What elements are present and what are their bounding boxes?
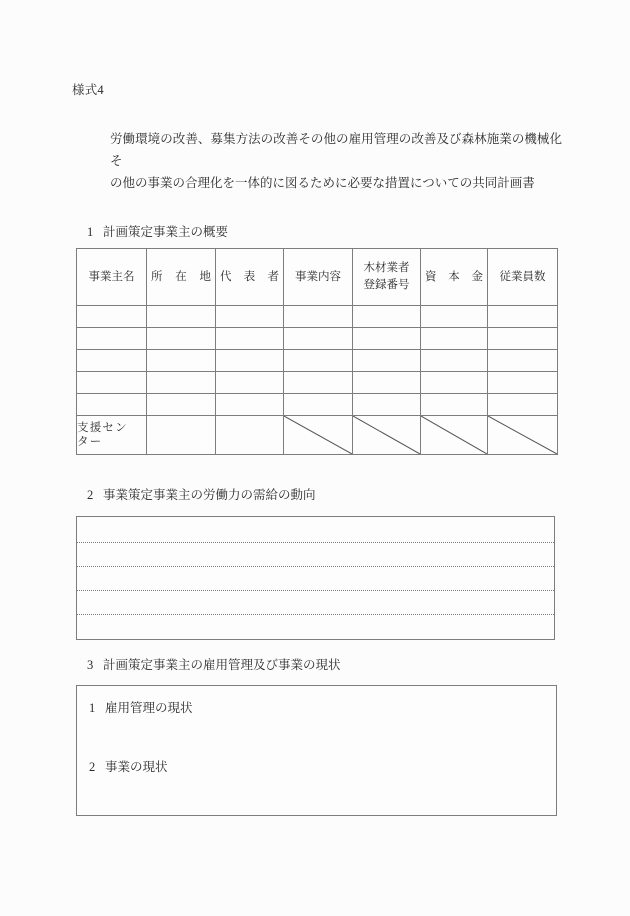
section-3-item-1-number: 1 <box>89 701 96 715</box>
cell-capital[interactable] <box>421 328 488 350</box>
section-2-heading <box>87 485 316 503</box>
column-header-employee-count <box>488 249 558 306</box>
cell-lumber-registration-number[interactable] <box>353 372 421 394</box>
column-header-representative-label: 代表者 <box>220 270 279 283</box>
cell-location[interactable] <box>147 372 216 394</box>
table-row[interactable] <box>77 350 558 372</box>
cell-business-content[interactable] <box>284 328 353 350</box>
cell-employee-count[interactable] <box>488 372 558 394</box>
section-2-number: 2 <box>87 488 94 502</box>
section-3-item-2-number: 2 <box>89 760 96 774</box>
cell-business-content[interactable] <box>284 372 353 394</box>
document-title-line-2: の他の事業の合理化を一体的に図るために必要な措置についての共同計画書 <box>110 176 535 190</box>
cell-employer-name[interactable] <box>77 306 147 328</box>
column-header-business-content-label: 事業内容 <box>295 270 341 283</box>
cell-lumber-registration-number[interactable] <box>353 350 421 372</box>
table-row[interactable] <box>77 394 558 416</box>
current-status-input-box[interactable] <box>76 685 557 816</box>
cell-business-content[interactable] <box>284 306 353 328</box>
cell-business-content[interactable] <box>284 394 353 416</box>
cell-location[interactable] <box>147 306 216 328</box>
section-3-number: 3 <box>87 658 94 672</box>
table-row[interactable] <box>77 328 558 350</box>
table-header-row <box>77 249 558 306</box>
diagonal-strike-icon <box>488 416 557 454</box>
section-2-title: 事業策定事業主の労働力の需給の動向 <box>103 488 316 502</box>
cell-support-center-location[interactable] <box>147 416 216 455</box>
cell-lumber-registration-number[interactable] <box>353 394 421 416</box>
employer-overview-table <box>76 248 558 455</box>
section-3-item-1 <box>89 698 193 716</box>
cell-employer-name[interactable] <box>77 394 147 416</box>
column-header-capital-label: 資本金 <box>425 270 483 283</box>
dotted-rule <box>77 542 554 543</box>
cell-capital[interactable] <box>421 350 488 372</box>
section-3-heading <box>87 655 341 673</box>
form-number: 様式4 <box>72 83 104 97</box>
cell-support-center-business-content-struck <box>284 416 353 455</box>
cell-location[interactable] <box>147 328 216 350</box>
dotted-rule <box>77 614 554 615</box>
cell-business-content[interactable] <box>284 350 353 372</box>
cell-support-center-label <box>77 416 147 455</box>
section-1-number: 1 <box>87 225 94 239</box>
cell-employee-count[interactable] <box>488 306 558 328</box>
cell-representative[interactable] <box>216 350 284 372</box>
cell-lumber-registration-number[interactable] <box>353 306 421 328</box>
cell-support-center-lumber-registration-struck <box>353 416 421 455</box>
section-1-title: 計画策定事業主の概要 <box>103 225 229 239</box>
cell-representative[interactable] <box>216 394 284 416</box>
diagonal-strike-icon <box>421 416 487 454</box>
cell-representative[interactable] <box>216 328 284 350</box>
cell-location[interactable] <box>147 394 216 416</box>
dotted-rule <box>77 566 554 567</box>
column-header-location <box>147 249 216 306</box>
column-header-employer-name <box>77 249 147 306</box>
section-3-item-1-label: 雇用管理の現状 <box>105 701 193 715</box>
section-3-title: 計画策定事業主の雇用管理及び事業の現状 <box>103 658 341 672</box>
document-title <box>110 128 562 194</box>
employer-overview-table-wrapper <box>76 248 557 455</box>
cell-representative[interactable] <box>216 372 284 394</box>
section-1-heading <box>87 222 228 240</box>
support-center-label-line-2: ター <box>77 436 103 448</box>
column-header-lumber-registration-number-line-1: 木材業者 <box>363 262 410 274</box>
column-header-employer-name-label: 事業主名 <box>88 270 135 283</box>
cell-capital[interactable] <box>421 372 488 394</box>
column-header-representative <box>216 249 284 306</box>
cell-employer-name[interactable] <box>77 372 147 394</box>
cell-capital[interactable] <box>421 306 488 328</box>
table-row[interactable] <box>77 372 558 394</box>
support-center-label-line-1: 支援セン <box>77 422 128 434</box>
section-3-item-2-label: 事業の現状 <box>105 760 168 774</box>
cell-support-center-employee-count-struck <box>488 416 558 455</box>
table-row-support-center[interactable] <box>77 416 558 455</box>
column-header-employee-count-label: 従業員数 <box>499 270 546 283</box>
dotted-rule <box>77 590 554 591</box>
table-row[interactable] <box>77 306 558 328</box>
column-header-location-label: 所在地 <box>151 270 211 283</box>
column-header-lumber-registration-number-line-2: 登録番号 <box>363 279 410 291</box>
column-header-capital <box>421 249 488 306</box>
diagonal-strike-icon <box>353 416 420 454</box>
cell-capital[interactable] <box>421 394 488 416</box>
cell-location[interactable] <box>147 350 216 372</box>
cell-support-center-representative[interactable] <box>216 416 284 455</box>
document-title-line-1: 労働環境の改善、募集方法の改善その他の雇用管理の改善及び森林施業の機械化そ <box>110 132 562 168</box>
cell-employee-count[interactable] <box>488 328 558 350</box>
cell-employer-name[interactable] <box>77 350 147 372</box>
diagonal-strike-icon <box>284 416 352 454</box>
cell-employer-name[interactable] <box>77 328 147 350</box>
column-header-business-content <box>284 249 353 306</box>
cell-lumber-registration-number[interactable] <box>353 328 421 350</box>
cell-representative[interactable] <box>216 306 284 328</box>
cell-employee-count[interactable] <box>488 350 558 372</box>
section-3-item-2 <box>89 757 168 775</box>
labor-supply-demand-input-box[interactable] <box>76 516 555 640</box>
cell-employee-count[interactable] <box>488 394 558 416</box>
cell-support-center-capital-struck <box>421 416 488 455</box>
table-body <box>77 306 558 455</box>
column-header-lumber-registration-number <box>353 249 421 306</box>
